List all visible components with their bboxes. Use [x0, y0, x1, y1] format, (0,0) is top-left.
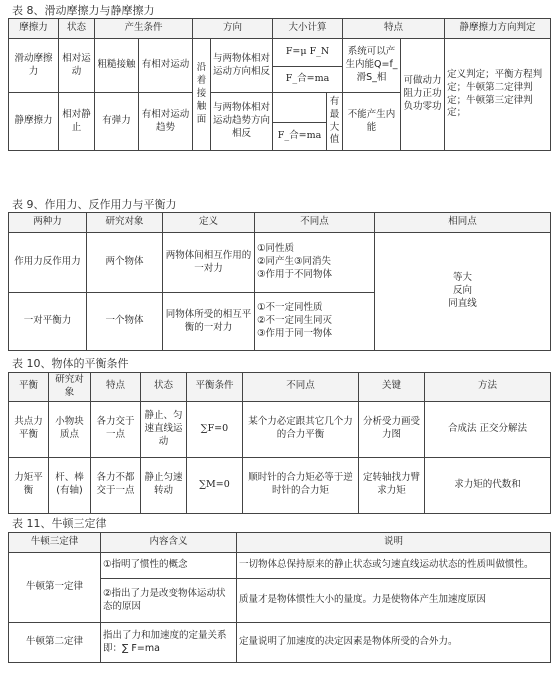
t10-object: 小物块质点	[49, 401, 91, 457]
t10-type: 共点力平衡	[9, 401, 49, 457]
table8	[8, 18, 551, 151]
table9	[8, 212, 551, 351]
t8-max-value: 有最大值	[327, 93, 343, 151]
t11-meaning: ①指明了惯性的概念	[101, 553, 237, 579]
t10-type: 力矩平衡	[9, 457, 49, 513]
t8-header: 产生条件	[95, 19, 193, 39]
t8-state: 相对静止	[59, 93, 95, 151]
t11-note: 定量说明了加速度的决定因素是物体所受的合外力。	[237, 623, 551, 663]
t11-header: 说明	[237, 533, 551, 553]
t11-note: 质量才是物体惯性大小的量度。力是使物体产生加速度原因	[237, 579, 551, 623]
t11-note: 一切物体总保持原来的静止状态或匀速直线运动状态的性质叫做惯性。	[237, 553, 551, 579]
t10-feature: 各力交于一点	[91, 401, 141, 457]
t8-formula: F=μ F_N	[273, 39, 343, 67]
t8-direction: 与两物体相对运动趋势方向相反	[211, 93, 273, 151]
t10-method: 求力矩的代数和	[425, 457, 551, 513]
t10-state: 静止匀速转动	[141, 457, 187, 513]
t8-direction: 与两物体相对运动方向相反	[211, 39, 273, 93]
t10-header: 关键	[359, 373, 425, 402]
t10-condition: ∑F=0	[187, 401, 243, 457]
t9-object: 两个物体	[87, 233, 163, 293]
t8-judge: 定义判定；平衡方程判定；牛顿第二定律判定；牛顿第三定律判定；	[445, 39, 551, 151]
t11-meaning: ②指出了力是改变物体运动状态的原因	[101, 579, 237, 623]
t8-feature: 不能产生内能	[343, 93, 401, 151]
t8-cond-a: 有弹力	[95, 93, 139, 151]
t8-header: 特点	[343, 19, 445, 39]
table8-caption: 表 8、滑动摩擦力与静摩擦力	[12, 4, 155, 17]
t9-object: 一个物体	[87, 293, 163, 351]
t10-header: 平衡	[9, 373, 49, 402]
t11-header: 牛顿三定律	[9, 533, 101, 553]
t9-header: 研究对象	[87, 213, 163, 233]
t8-friction-name: 滑动摩擦力	[9, 39, 59, 93]
t10-header: 不同点	[243, 373, 359, 402]
t10-header: 平衡条件	[187, 373, 243, 402]
t10-object: 杆、棒(有轴)	[49, 457, 91, 513]
table10	[8, 372, 551, 514]
t8-feature: 系统可以产生内能Q=f_滑S_相	[343, 39, 401, 93]
t8-formula: F_合=ma	[273, 123, 327, 151]
t9-definition: 同物体所受的相互平衡的一对力	[163, 293, 255, 351]
t8-work: 可做动力阻力正功负功零功	[401, 39, 445, 151]
t10-condition: ∑M=0	[187, 457, 243, 513]
t10-key: 定转轴找力臂求力矩	[359, 457, 425, 513]
t9-difference: ①不一定同性质 ②不一定同生同灭 ③作用于同一物体	[255, 293, 375, 351]
table11-caption: 表 11、牛顿三定律	[12, 517, 107, 530]
t10-state: 静止、匀速直线运动	[141, 401, 187, 457]
t9-header: 不同点	[255, 213, 375, 233]
t9-header: 两种力	[9, 213, 87, 233]
t9-definition: 两物体间相互作用的一对力	[163, 233, 255, 293]
t8-cond-b: 有相对运动	[139, 39, 193, 93]
t8-state: 相对运动	[59, 39, 95, 93]
t9-header: 定义	[163, 213, 255, 233]
t9-force-name: 作用力反作用力	[9, 233, 87, 293]
t10-key: 分析受力画受力图	[359, 401, 425, 457]
t8-header: 状态	[59, 19, 95, 39]
t11-meaning: 指出了力和加速度的定量关系即：∑ F=ma	[101, 623, 237, 663]
t8-friction-name: 静摩擦力	[9, 93, 59, 151]
t10-difference: 某个力必定跟其它几个力的合力平衡	[243, 401, 359, 457]
t8-header: 大小计算	[273, 19, 343, 39]
t11-law-name: 牛顿第一定律	[9, 553, 101, 623]
t10-header: 研究对象	[49, 373, 91, 402]
t10-difference: 顺时针的合力矩必等于逆时针的合力矩	[243, 457, 359, 513]
t9-difference: ①同性质 ②同产生③同消失 ③作用于不同物体	[255, 233, 375, 293]
t10-header: 状态	[141, 373, 187, 402]
t10-header: 特点	[91, 373, 141, 402]
t11-law-name: 牛顿第二定律	[9, 623, 101, 663]
t9-header: 相同点	[375, 213, 551, 233]
t10-method: 合成法 正交分解法	[425, 401, 551, 457]
t8-header: 方向	[193, 19, 273, 39]
t8-header: 静摩擦力方向判定	[445, 19, 551, 39]
t8-formula: F_合=ma	[273, 67, 343, 93]
t8-dir-side: 沿着接触面	[193, 39, 211, 151]
t9-same: 等大 反向 同直线	[375, 233, 551, 351]
table9-caption: 表 9、作用力、反作用力与平衡力	[12, 198, 177, 211]
t11-header: 内容含义	[101, 533, 237, 553]
t9-force-name: 一对平衡力	[9, 293, 87, 351]
t8-header: 摩擦力	[9, 19, 59, 39]
t10-feature: 各力不都交于一点	[91, 457, 141, 513]
t8-cond-a: 粗糙接触	[95, 39, 139, 93]
t8-cond-b: 有相对运动趋势	[139, 93, 193, 151]
table10-caption: 表 10、物体的平衡条件	[12, 357, 129, 370]
t10-header: 方法	[425, 373, 551, 402]
table11	[8, 532, 551, 663]
